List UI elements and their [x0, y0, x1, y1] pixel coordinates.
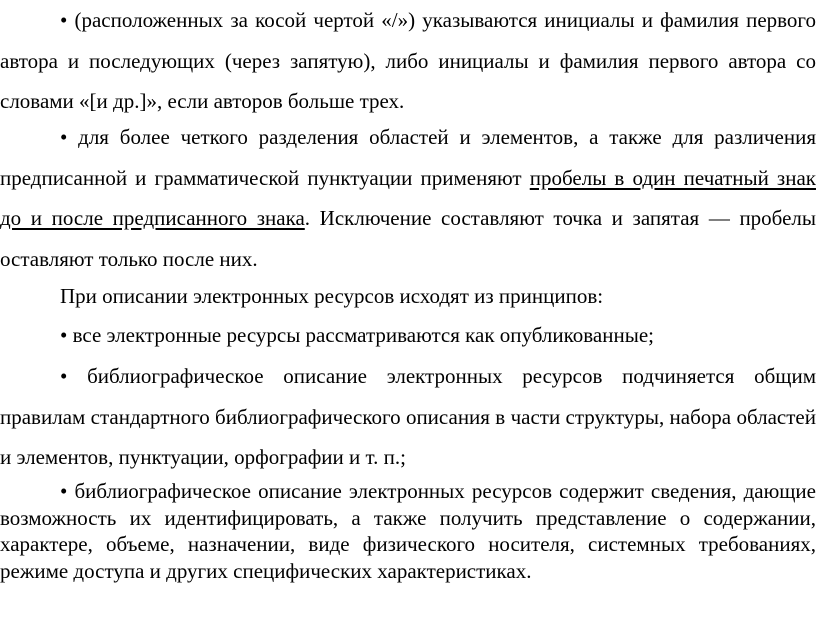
paragraph-text: • для более четкого разделения областей и элементов, а также для различения предписанной и грамматической пунктуации применяют: [0, 125, 816, 190]
underlined-phrase: пробелы в один печатный знак до и после предписанного знака: [0, 165, 816, 230]
paragraph-principles-intro: При описании электронных ресурсов исходят из принципов:: [60, 284, 604, 308]
paragraph-general-rules: • библиографическое описание электронных ресурсов подчиняется общим правилам стандартного библиографического описания в части структуры, набора областей и элементов, пунктуации, орфографии и т. п.;: [0, 364, 816, 469]
paragraph-identification: • библиографическое описание электронных ресурсов содержит сведения, дающие возможность их идентифицировать, а также получить представление о содержании, характере, объеме, назначении, виде физического носителя, системных требованиях, режиме доступа и других специфических характеристиках.: [0, 479, 816, 583]
paragraph-published: • все электронные ресурсы рассматриваются как опубликованные;: [60, 323, 654, 347]
paragraph-spacing-rule: [0, 117, 816, 279]
paragraph-author-initials: • (расположенных за косой чертой «/») указываются инициалы и фамилия первого автора и последующих (через запятую), либо инициалы и фамилия первого автора со словами «[и др.]», если авторов больше трех.: [0, 8, 816, 113]
paragraph-text: . Исключение составляют точка и запятая — пробелы оставляют только после них.: [0, 206, 816, 271]
